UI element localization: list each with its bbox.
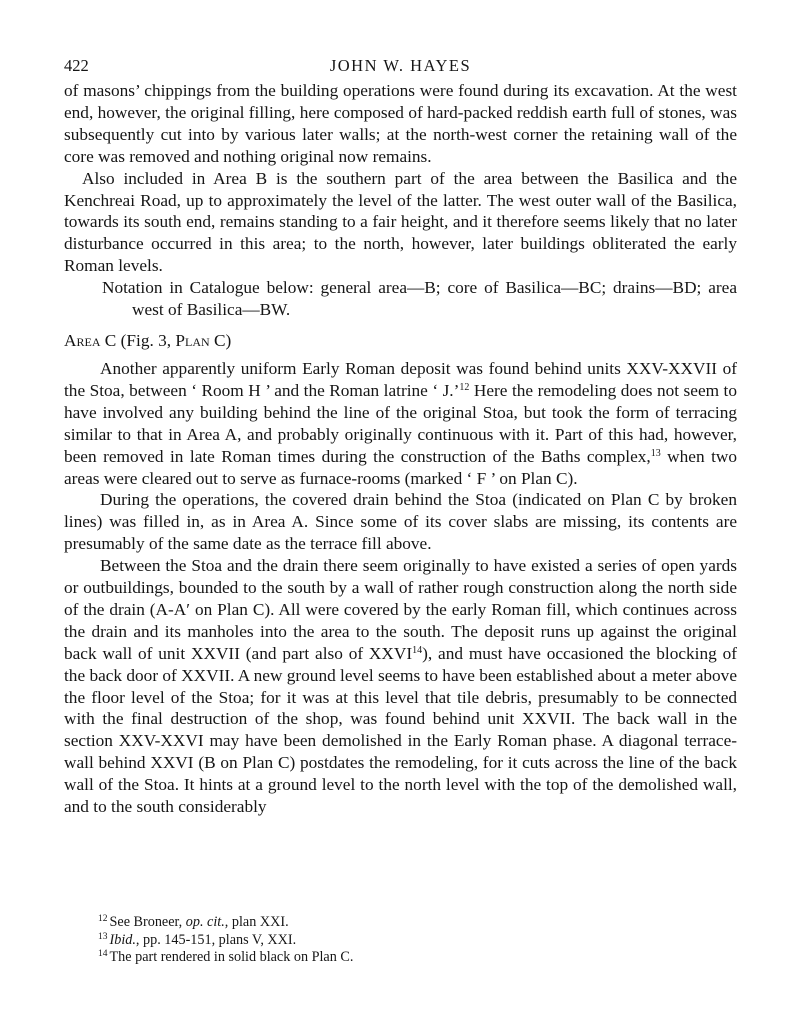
footnote-ref-14: 14 <box>412 644 423 656</box>
paragraph-4-text-a: Another apparently uniform Early Roman deposit was found behind units XXV-XXVII of the Stoa, between ‘ Room H ’ and the Roman latrine ‘ J.’ <box>64 358 737 400</box>
paragraph-2: Also included in Area B is the southern part of the area between the Basilica and the Kenchreai Road, up to approximately the level of the latter. The west outer wall of the Basilica, towards its south end, remains standing to a fair height, and it therefore seems likely that no later disturbance occurred in this area; to the north, however, later buildings obliterated the early Roman levels. <box>64 168 737 276</box>
paragraph-6-text-a: Between the Stoa and the drain there seem originally to have existed a series of open yards or outbuildings, bounded to the south by a wall of rather rough construction along the north side of the drain (A-A′ on Plan C). All were covered by the early Roman fill, which continues across the drain and its manholes into the area to the south. The deposit runs up against the original back wall of unit XXVII (and part also of XXVI <box>64 556 737 663</box>
paragraph-5: During the operations, the covered drain behind the Stoa (indicated on Plan C by broken lines) was filled in, as in Area A. Since some of its cover slabs are missing, its contents are presumably of the same date as the terrace fill above. <box>64 490 737 554</box>
section-heading-area-c <box>64 330 737 352</box>
footnote-12 <box>98 914 698 932</box>
footnote-number: 14 <box>98 949 108 959</box>
footnote-number: 12 <box>98 914 108 924</box>
footnote-13 <box>98 932 698 950</box>
paragraph-6 <box>64 555 737 818</box>
section-heading-plan-label: Plan C <box>175 330 226 350</box>
footnote-text: See Broneer, <box>109 914 186 930</box>
body-text <box>64 80 737 818</box>
footnote-italic: Ibid. <box>109 931 136 948</box>
footnote-ref-12: 12 <box>459 381 470 393</box>
page-number: 422 <box>64 56 89 75</box>
footnote-text-end: , pp. 145-151, plans V, XXI. <box>135 931 297 948</box>
page <box>64 50 737 818</box>
footnote-ref-13: 13 <box>650 447 661 459</box>
paragraph-4 <box>64 358 737 489</box>
footnote-text: The part rendered in solid black on Plan C. <box>109 949 354 965</box>
footnotes <box>98 914 698 967</box>
section-heading-ref-end: ) <box>225 330 232 350</box>
footnote-14 <box>98 949 698 967</box>
footnote-italic: op. cit. <box>185 914 225 930</box>
running-head <box>64 50 737 80</box>
section-heading-area-label: Area C <box>64 330 117 350</box>
footnote-text-end: , plan XXI. <box>224 914 289 930</box>
section-heading-ref-start: (Fig. 3, <box>116 330 176 350</box>
running-title: JOHN W. HAYES <box>329 56 472 75</box>
catalogue-notation: Notation in Catalogue below: general area—B; core of Basilica—BC; drains—BD; area west of Basilica—BW. <box>102 278 737 320</box>
paragraph-6-text-b: ), and must have occasioned the blocking of the back door of XXVII. A new ground level seems to have been established about a meter above the floor level of the Stoa; for it was at this level that tile debris, presumably to be connected with the final destruction of the shop, was found behind unit XXVII. The back wall in the section XXV-XXVI may have been demolished in the Early Roman phase. A diagonal terrace-wall behind XXVI (B on Plan C) postdates the remodeling, for it cuts across the line of the back wall of the Stoa. It hints at a ground level to the north level with the top of the demolished wall, and to the south considerably <box>64 643 737 817</box>
paragraph-4-text-b: Here the remodeling does not seem to have involved any building behind the line of the original Stoa, but took the form of terracing similar to that in Area A, and probably originally continuous with it. Part of this had, however, been removed in late Roman times during the construction of the Baths complex, <box>64 380 737 466</box>
paragraph-1: of masons’ chippings from the building operations were found during its excavation. At the west end, however, the original filling, here composed of hard-packed reddish earth full of stones, was subsequently cut into by various later walls; at the north-west corner the retaining wall of the core was removed and nothing original now remains. <box>64 81 737 166</box>
footnote-number: 13 <box>98 931 108 942</box>
paragraph-4-text-c: when two areas were cleared out to serve as furnace-rooms (marked ‘ F ’ on Plan C). <box>64 446 737 488</box>
